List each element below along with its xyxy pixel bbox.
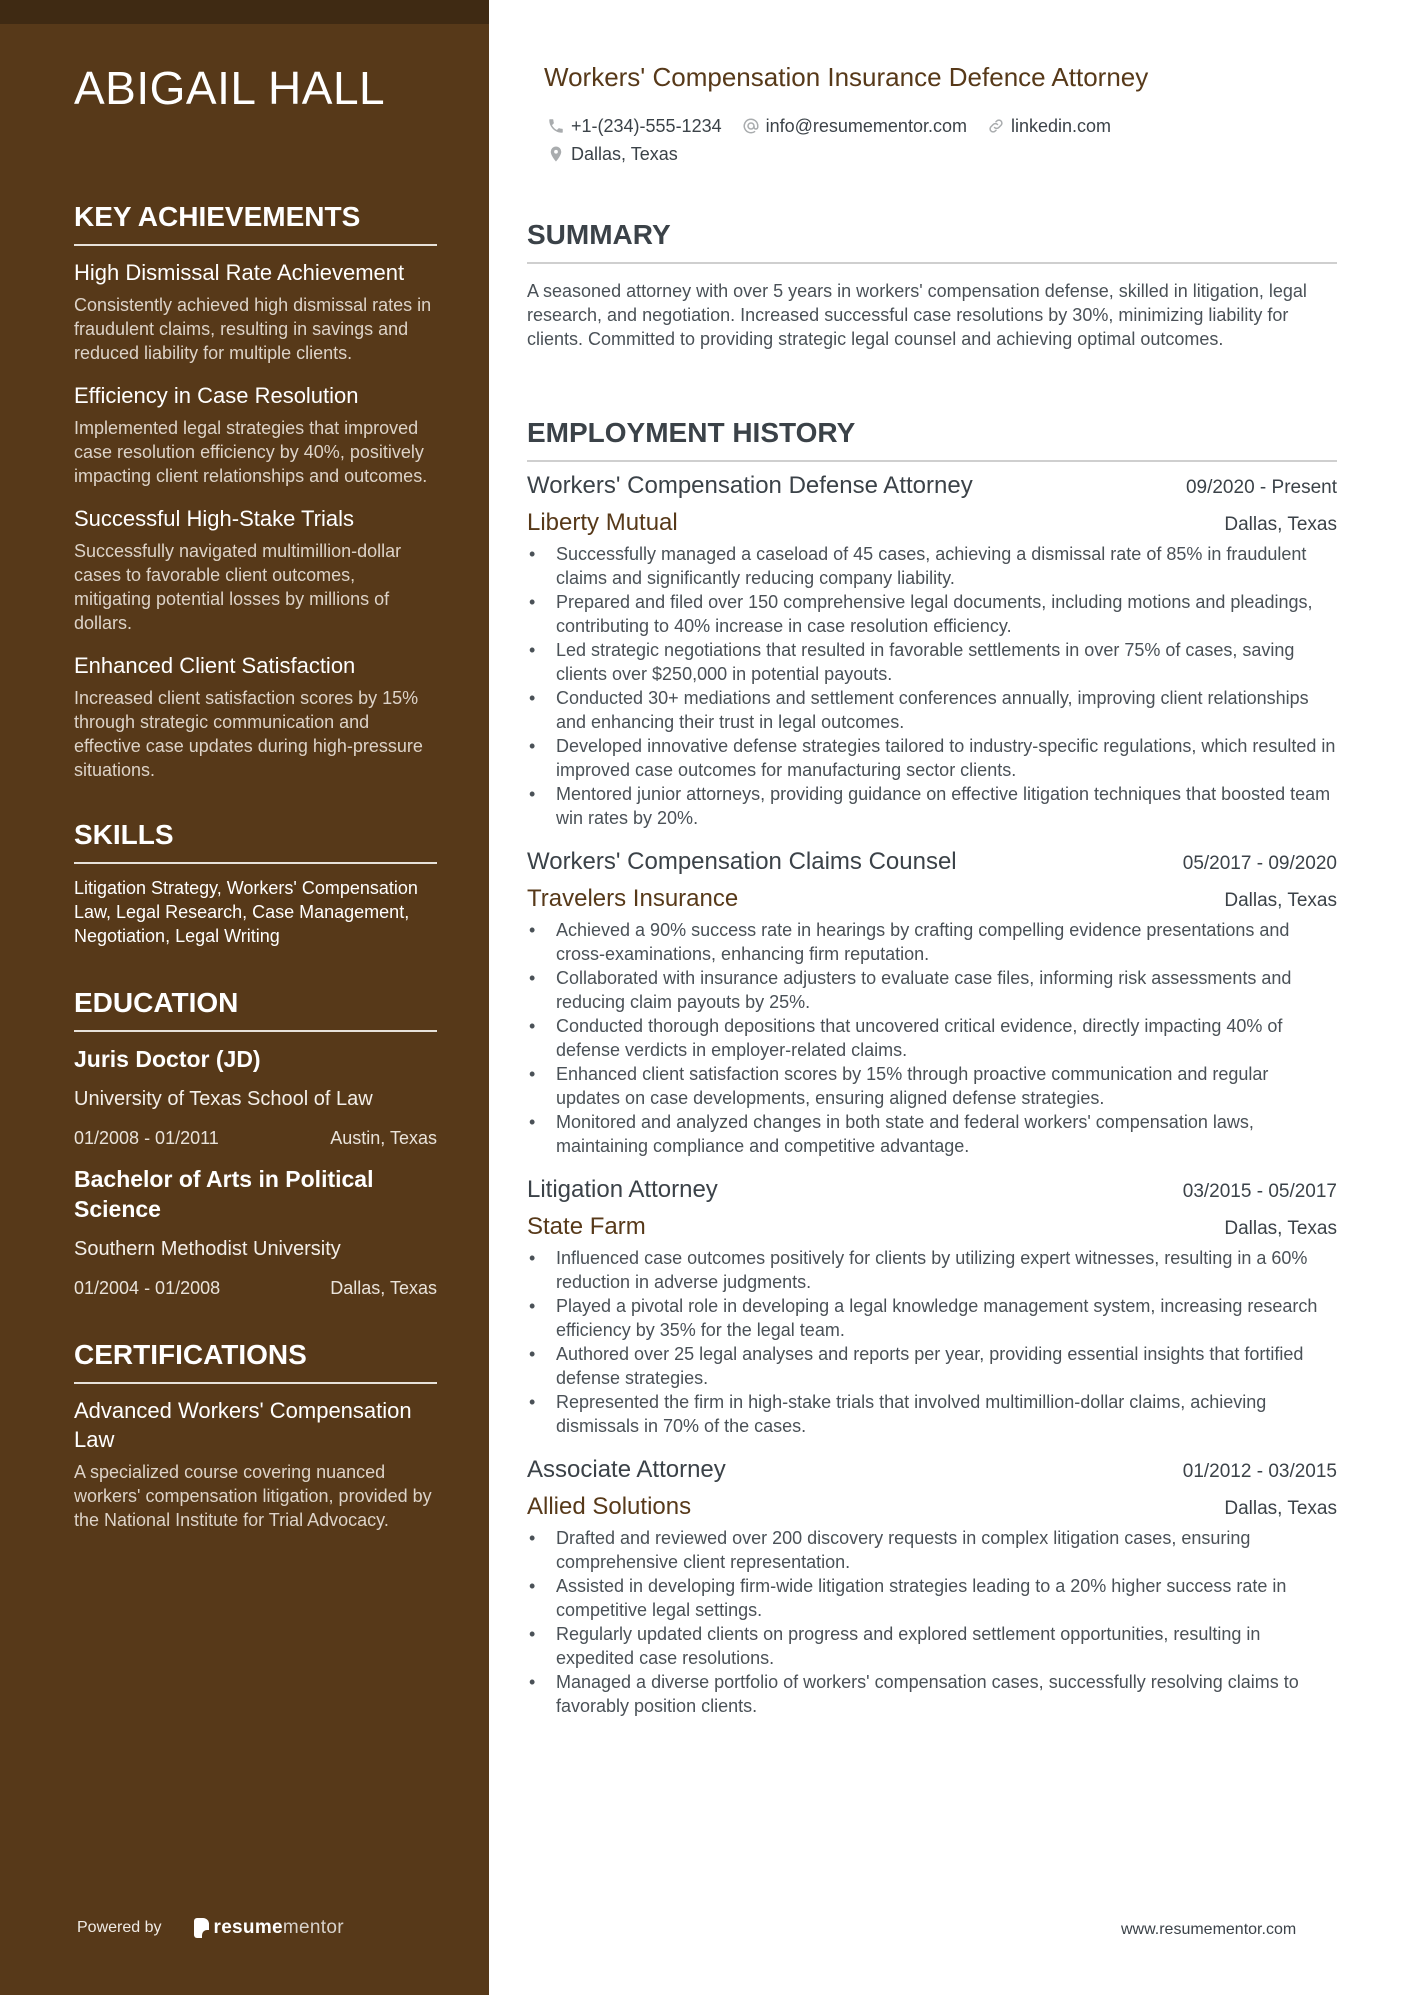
- achievement-description: Consistently achieved high dismissal rates in fraudulent claims, resulting in savings and reduced liability for multiple clients.: [74, 295, 432, 363]
- achievement-item: [74, 381, 437, 488]
- footer-website-link[interactable]: www.resumementor.com: [1121, 1921, 1297, 1938]
- education-item: [74, 1164, 437, 1300]
- skills-section: [74, 818, 437, 948]
- link-icon: [987, 117, 1005, 135]
- job-header: [527, 470, 1337, 502]
- contact-location: [547, 144, 678, 165]
- email-text: info@resumementor.com: [765, 115, 967, 136]
- education-list: [74, 1044, 437, 1300]
- job-company: Travelers Insurance: [527, 885, 739, 912]
- sidebar: [0, 0, 489, 1995]
- achievements-list: [74, 258, 437, 782]
- education-dates: 01/2008 - 01/2011: [74, 1128, 219, 1148]
- education-school: Southern Methodist University: [74, 1238, 341, 1260]
- job-bullet: • Regularly updated clients on progress and explored settlement opportunities, resulting in expedited case resolutions.: [527, 1622, 1337, 1670]
- job-title: Workers' Compensation Insurance Defence Attorney: [544, 62, 1149, 92]
- logo-text-mentor: mentor: [282, 1917, 344, 1938]
- achievement-description: Increased client satisfaction scores by 15% through strategic communication and effective case updates during high-pressure situations.: [74, 688, 423, 780]
- job-company: Allied Solutions: [527, 1493, 692, 1520]
- job-header: [527, 846, 1337, 878]
- powered-by: [77, 1917, 344, 1939]
- resumementor-logo-icon: [194, 1918, 209, 1938]
- job-entry: [527, 470, 1337, 830]
- summary-text: A seasoned attorney with over 5 years in workers' compensation defense, skilled in litigation, legal research, and negotiation. Increased successful case resolutions by 30%, minimizing liability for clients. Committed to providing strategic legal counsel and achieving optimal outcomes.: [527, 281, 1307, 349]
- job-location: Dallas, Texas: [1224, 514, 1337, 535]
- job-role: Workers' Compensation Defense Attorney: [527, 472, 973, 499]
- education-dates: 01/2004 - 01/2008: [74, 1278, 221, 1298]
- job-bullet: • Conducted thorough depositions that uncovered critical evidence, directly impacting 40% of defense verdicts in employer-related claims.: [527, 1014, 1337, 1062]
- job-role: Workers' Compensation Claims Counsel: [527, 848, 957, 875]
- location-text: Dallas, Texas: [571, 143, 678, 164]
- job-bullets: [527, 542, 1337, 830]
- job-subheader: [527, 884, 1337, 914]
- job-bullet: • Assisted in developing firm-wide litigation strategies leading to a 20% higher success rate in competitive legal settings.: [527, 1574, 1337, 1622]
- education-location: Dallas, Texas: [330, 1278, 437, 1298]
- job-dates: 05/2017 - 09/2020: [1182, 853, 1337, 874]
- job-bullets: [527, 1526, 1337, 1718]
- sidebar-content: [74, 60, 437, 1548]
- job-role: Litigation Attorney: [527, 1176, 718, 1203]
- certification-item: [74, 1396, 437, 1532]
- certifications-section: [74, 1338, 437, 1532]
- job-bullet: • Prepared and filed over 150 comprehensive legal documents, including motions and pleadings, contributing to 40% increase in case resolution efficiency.: [527, 590, 1337, 638]
- powered-by-label: Powered by: [77, 1919, 162, 1936]
- logo-text-resume: resume: [213, 1917, 283, 1938]
- contact-info: [547, 112, 1131, 168]
- phone-icon: [547, 117, 565, 135]
- education-item: [74, 1044, 437, 1150]
- achievement-description: Implemented legal strategies that improved case resolution efficiency by 40%, positively impacting client relationships and outcomes.: [74, 418, 428, 486]
- key-achievements-section: [74, 200, 437, 782]
- education-location: Austin, Texas: [330, 1128, 437, 1148]
- job-entry: [527, 1454, 1337, 1718]
- contact-phone[interactable]: [547, 116, 722, 137]
- sidebar-top-strip: [0, 0, 489, 24]
- job-company: State Farm: [527, 1213, 646, 1240]
- job-bullet: • Authored over 25 legal analyses and reports per year, providing essential insights that fortified defense strategies.: [527, 1342, 1337, 1390]
- job-bullets: [527, 1246, 1337, 1438]
- job-entry: [527, 846, 1337, 1158]
- job-location: Dallas, Texas: [1224, 890, 1337, 911]
- candidate-name: ABIGAIL HALL: [74, 62, 386, 114]
- linkedin-text: linkedin.com: [1010, 115, 1112, 136]
- job-location: Dallas, Texas: [1224, 1218, 1337, 1239]
- contact-email[interactable]: [742, 116, 967, 137]
- achievement-item: [74, 651, 437, 782]
- job-bullet: • Developed innovative defense strategies tailored to industry-specific regulations, which resulted in improved case outcomes for manufacturing sector clients.: [527, 734, 1337, 782]
- certification-description: A specialized course covering nuanced workers' compensation litigation, provided by the National Institute for Trial Advocacy.: [74, 1462, 432, 1530]
- education-school: University of Texas School of Law: [74, 1088, 373, 1110]
- job-bullet: • Successfully managed a caseload of 45 cases, achieving a dismissal rate of 85% in fraudulent claims and significantly reducing company liability.: [527, 542, 1337, 590]
- job-company: Liberty Mutual: [527, 509, 678, 536]
- education-heading: EDUCATION: [74, 986, 437, 1032]
- education-meta: [74, 1126, 437, 1150]
- education-section: [74, 986, 437, 1300]
- achievement-title: Efficiency in Case Resolution: [74, 383, 359, 408]
- job-bullet: • Achieved a 90% success rate in hearings by crafting compelling evidence presentations and cross-examinations, enhancing firm reputation.: [527, 918, 1337, 966]
- job-dates: 01/2012 - 03/2015: [1182, 1461, 1337, 1482]
- key-achievements-heading: KEY ACHIEVEMENTS: [74, 200, 437, 246]
- job-bullet: • Enhanced client satisfaction scores by 15% through proactive communication and regular updates on case developments, ensuring aligned defense strategies.: [527, 1062, 1337, 1110]
- contact-row-1: [547, 112, 1131, 140]
- contact-linkedin[interactable]: [987, 116, 1111, 137]
- job-subheader: [527, 508, 1337, 538]
- summary-heading: SUMMARY: [527, 218, 1337, 264]
- at-icon: [742, 117, 760, 135]
- job-bullet: • Mentored junior attorneys, providing guidance on effective litigation techniques that boosted team win rates by 20%.: [527, 782, 1337, 830]
- job-header: [527, 1454, 1337, 1486]
- certifications-list: [74, 1396, 437, 1532]
- contact-row-2: [547, 140, 1131, 168]
- job-entry: [527, 1174, 1337, 1438]
- job-bullet: • Managed a diverse portfolio of workers' compensation cases, successfully resolving claims to favorably position clients.: [527, 1670, 1337, 1718]
- education-degree: Bachelor of Arts in Political Science: [74, 1166, 374, 1222]
- job-bullet: • Conducted 30+ mediations and settlement conferences annually, improving client relationships and enhancing their trust in legal outcomes.: [527, 686, 1337, 734]
- job-bullet: • Monitored and analyzed changes in both state and federal workers' compensation laws, maintaining compliance and competitive advantage.: [527, 1110, 1337, 1158]
- achievement-description: Successfully navigated multimillion-dollar cases to favorable client outcomes, mitigating potential losses by millions of dollars.: [74, 541, 402, 633]
- job-subheader: [527, 1492, 1337, 1522]
- skills-heading: SKILLS: [74, 818, 437, 864]
- job-bullets: [527, 918, 1337, 1158]
- job-bullet: • Led strategic negotiations that resulted in favorable settlements in over 75% of cases, saving clients over $250,000 in potential payouts.: [527, 638, 1337, 686]
- job-role: Associate Attorney: [527, 1456, 726, 1483]
- job-bullet: • Influenced case outcomes positively for clients by utilizing expert witnesses, resulting in a 60% reduction in adverse judgments.: [527, 1246, 1337, 1294]
- phone-text: +1-(234)-555-1234: [571, 115, 722, 136]
- job-dates: 03/2015 - 05/2017: [1182, 1181, 1337, 1202]
- education-meta: [74, 1276, 437, 1300]
- job-bullet: • Collaborated with insurance adjusters to evaluate case files, informing risk assessments and reducing claim payouts by 25%.: [527, 966, 1337, 1014]
- achievement-title: High Dismissal Rate Achievement: [74, 260, 405, 285]
- education-degree: Juris Doctor (JD): [74, 1046, 261, 1072]
- achievement-title: Enhanced Client Satisfaction: [74, 653, 356, 678]
- job-bullet: • Played a pivotal role in developing a legal knowledge management system, increasing research efficiency by 35% for the legal team.: [527, 1294, 1337, 1342]
- certification-title: Advanced Workers' Compensation Law: [74, 1398, 412, 1452]
- resumementor-logo[interactable]: [194, 1917, 344, 1939]
- skills-text: Litigation Strategy, Workers' Compensation Law, Legal Research, Case Management, Negotiation, Legal Writing: [74, 878, 418, 946]
- achievement-item: [74, 504, 437, 635]
- achievement-item: [74, 258, 437, 365]
- employment-list: [527, 470, 1337, 1734]
- job-bullet: • Drafted and reviewed over 200 discovery requests in complex litigation cases, ensuring comprehensive client representation.: [527, 1526, 1337, 1574]
- job-bullet: • Represented the firm in high-stake trials that involved multimillion-dollar claims, achieving dismissals in 70% of the cases.: [527, 1390, 1337, 1438]
- job-header: [527, 1174, 1337, 1206]
- certifications-heading: CERTIFICATIONS: [74, 1338, 437, 1384]
- location-pin-icon: [547, 144, 565, 164]
- job-location: Dallas, Texas: [1224, 1498, 1337, 1519]
- achievement-title: Successful High-Stake Trials: [74, 506, 354, 531]
- job-subheader: [527, 1212, 1337, 1242]
- job-dates: 09/2020 - Present: [1185, 477, 1337, 498]
- employment-heading: EMPLOYMENT HISTORY: [527, 416, 1337, 462]
